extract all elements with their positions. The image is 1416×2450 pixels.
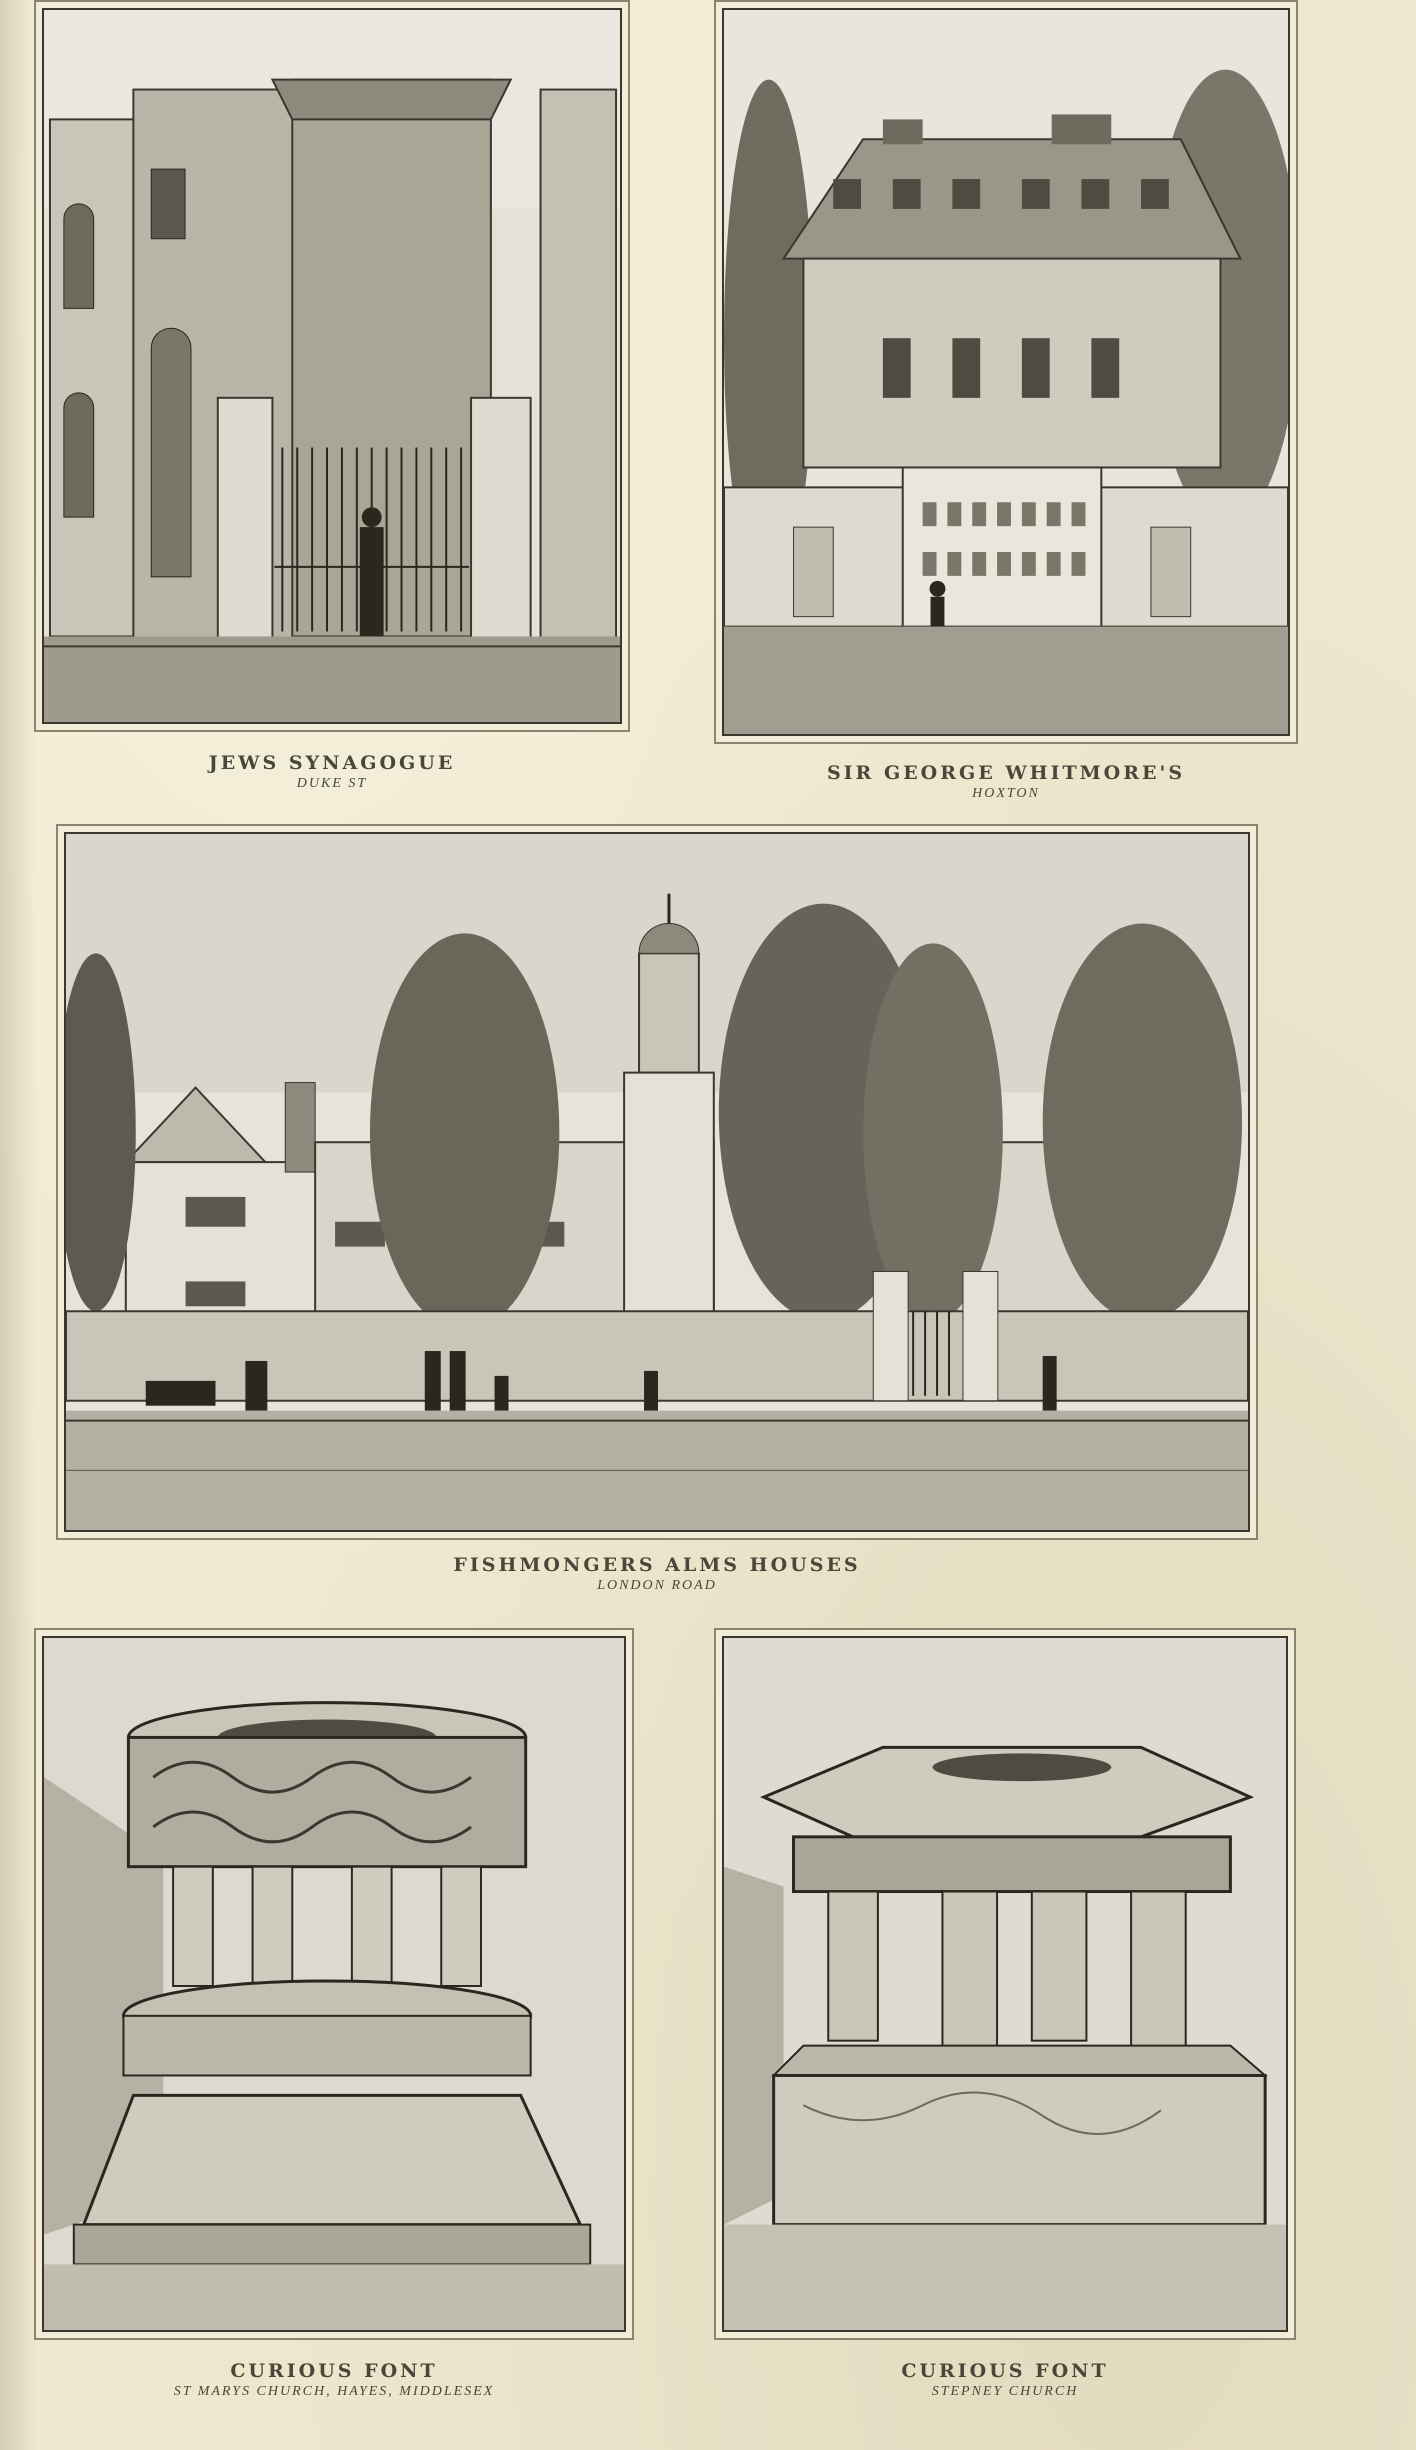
font-stepney-illustration	[724, 1638, 1286, 2330]
plate-title: SIR GEORGE WHITMORE'S	[826, 762, 1186, 784]
engraving-jews-synagogue	[34, 0, 630, 732]
engraving-fishmongers-alms-houses	[56, 824, 1258, 1540]
alms-houses-illustration	[66, 834, 1248, 1530]
plate-subtitle: DUKE ST	[296, 776, 368, 791]
page-gutter-shadow	[0, 0, 36, 2450]
plate-title: CURIOUS FONT	[901, 2360, 1109, 2382]
font-hayes-illustration	[44, 1638, 624, 2330]
plate-subtitle: ST MARYS CHURCH, HAYES, MIDDLESEX	[173, 2384, 495, 2399]
caption-fishmongers-alms-houses	[56, 1554, 1258, 1594]
plate-title: JEWS SYNAGOGUE	[208, 752, 456, 774]
synagogue-illustration	[44, 10, 620, 722]
caption-curious-font-hayes	[34, 2360, 634, 2400]
caption-curious-font-stepney	[714, 2360, 1296, 2400]
engraving-sir-george-whitmores	[714, 0, 1298, 744]
caption-sir-george-whitmores	[714, 762, 1298, 802]
engraving-curious-font-stepney	[714, 1628, 1296, 2340]
whitmore-house-illustration	[724, 10, 1288, 734]
plate-title: FISHMONGERS ALMS HOUSES	[453, 1554, 861, 1576]
plate-subtitle: LONDON ROAD	[597, 1578, 717, 1593]
plate-subtitle: STEPNEY CHURCH	[931, 2384, 1079, 2399]
plate-title: CURIOUS FONT	[230, 2360, 438, 2382]
engraving-curious-font-hayes	[34, 1628, 634, 2340]
caption-jews-synagogue	[34, 752, 630, 792]
plate-subtitle: HOXTON	[972, 786, 1040, 801]
